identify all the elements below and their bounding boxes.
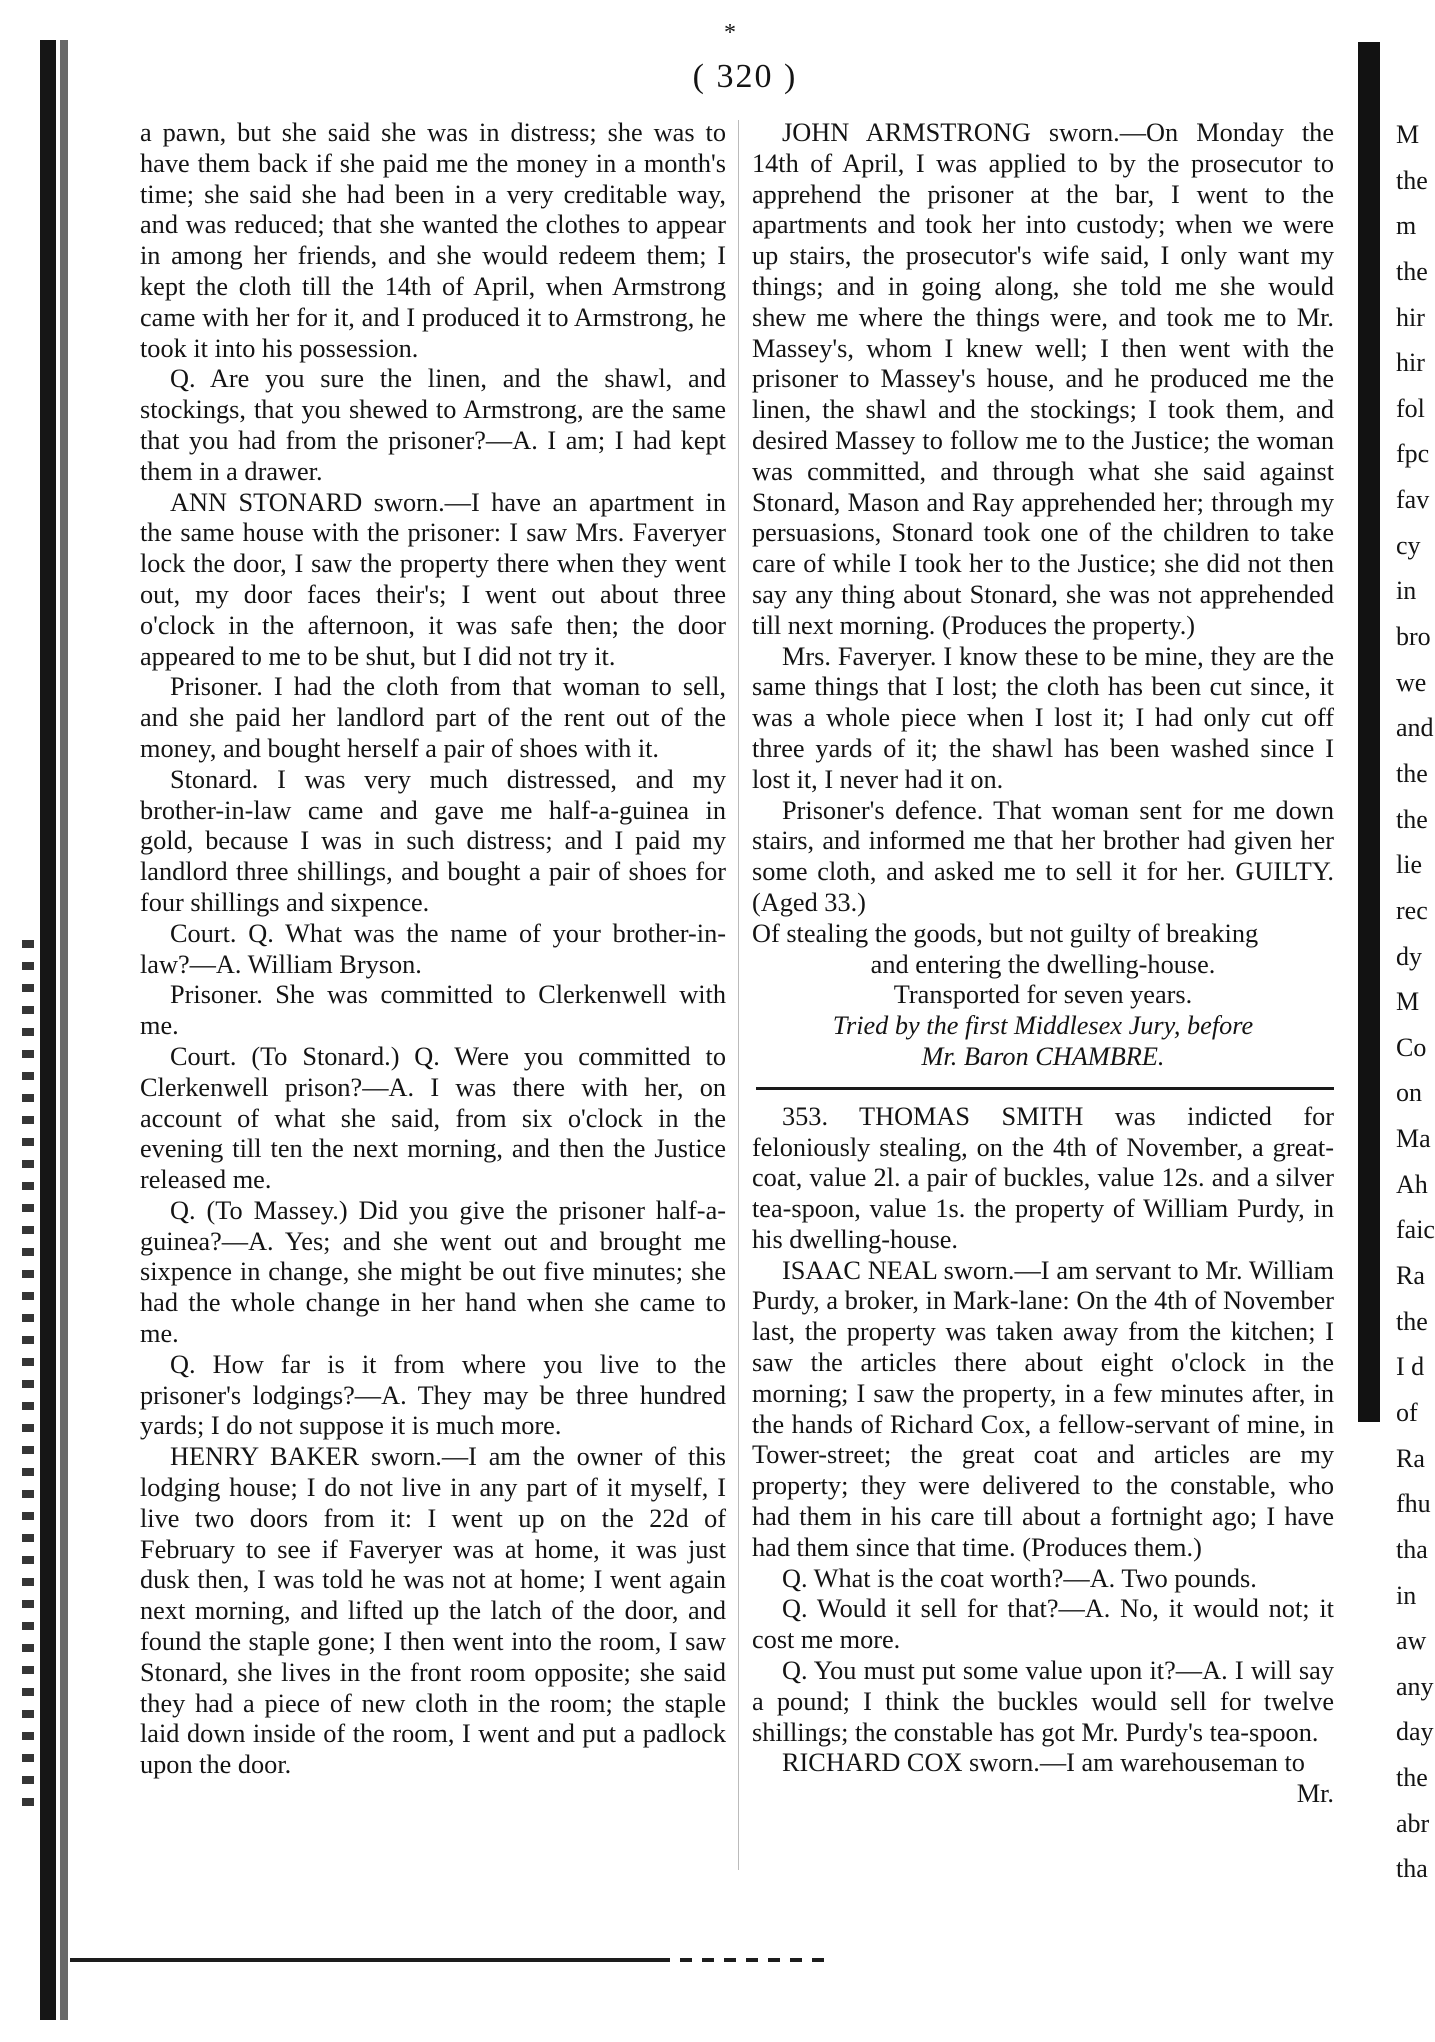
paragraph: 353. THOMAS SMITH was indicted for feloniously stealing, on the 4th of November, a great-coat, value 2l. a pair of buckles, value 12s. and a silver tea-spoon, value 1s. the property of William Purdy, in his dwelling-house. xyxy=(752,1101,1334,1254)
adjacent-fragment: M xyxy=(1396,987,1420,1016)
adjacent-fragment: any xyxy=(1396,1672,1434,1701)
adjacent-fragment: hir xyxy=(1396,348,1425,377)
page-ornament: * xyxy=(724,20,736,46)
paragraph: a pawn, but she said she was in distress; she was to have them back if she paid me the money in a month's time; she said she had been in a very creditable way, and was reduced; that she wanted the clothes to appear in among her friends, and she would redeem them; I kept the cloth till the 14th of April, when Armstrong came with her for it, and I produced it to Armstrong, he took it into his possession. xyxy=(140,118,726,363)
margin-tick-marks xyxy=(22,940,34,1820)
adjacent-fragment: hir xyxy=(1396,303,1425,332)
adjacent-fragment: Ra xyxy=(1396,1261,1425,1290)
adjacent-fragment: and xyxy=(1396,713,1434,742)
jury-line: Tried by the first Middlesex Jury, before xyxy=(832,1011,1254,1041)
sentence: Transported for seven years. xyxy=(893,980,1193,1010)
paragraph: ANN STONARD sworn.—I have an apartment in the same house with the prisoner: I saw Mrs. Faveryer lock the door, I saw the property there when they went out, my door faces their's; I went out about three o'clock in the afternoon, it was safe then; the door appeared to me to be shut, but I did not try it. xyxy=(140,487,726,671)
verdict-line: and entering the dwelling-house. xyxy=(870,949,1216,979)
paragraph: JOHN ARMSTRONG sworn.—On Monday the 14th of April, I was applied to by the prosecutor to apprehend the prisoner at the bar, I went to the apartments and took her into custody; when we were up stairs, the prosecutor's wife said, I only want my things; and in going along, she told me she would shew me where the things were, and took me to Mr. Massey's, whom I knew well; I then went with the prisoner to Massey's house, and he produced me the linen, the shawl and the stockings; I took them, and desired Massey to follow me to the Justice; the woman was committed, and through what she said against Stonard, Mason and Ray apprehended her; through my persuasions, Stonard took one of the children to take care of while I took her to the Justice; she did not then say any thing about Stonard, she was not apprehended till next morning. (Produces the property.) xyxy=(752,118,1334,640)
left-column xyxy=(140,118,726,1781)
right-column xyxy=(752,118,1334,1810)
adjacent-fragment: on xyxy=(1396,1078,1422,1107)
adjacent-fragment: the xyxy=(1396,166,1428,195)
paragraph: Prisoner. She was committed to Clerkenwell with me. xyxy=(140,980,726,1041)
paragraph: Q. How far is it from where you live to the prisoner's lodgings?—A. They may be three hundred yards; I do not suppose it is much more. xyxy=(140,1349,726,1441)
adjacent-fragment: lie xyxy=(1396,850,1422,879)
paragraph: HENRY BAKER sworn.—I am the owner of this lodging house; I do not live in any part of it myself, I live two doors from it: I went up on the 22d of February to see if Faveryer was at home, it was just dusk then, I was told he was not at home; I went again next morning, and lifted up the latch of the door, and found the staple gone; I then went into the room, I saw Stonard, she lives in the front room opposite; she said they had a piece of new cloth in the room; the staple laid down inside of the room, I went and put a padlock upon the door. xyxy=(140,1442,726,1780)
paragraph: ISAAC NEAL sworn.—I am servant to Mr. William Purdy, a broker, in Mark-lane: On the 4th of November last, the property was taken away from the kitchen; I saw the articles there about eight o'clock in the morning; I saw the property, in a few minutes after, in the hands of Richard Cox, a fellow-servant of mine, in Tower-street; the great coat and articles are my property; they were delivered to the constable, who had them in his care till about a fortnight ago; I have had them since that time. (Produces them.) xyxy=(752,1255,1334,1562)
adjacent-fragment: tha xyxy=(1396,1535,1428,1564)
adjacent-fragment: M xyxy=(1396,120,1420,149)
bottom-rule-dashes xyxy=(680,1958,830,1962)
adjacent-fragment: the xyxy=(1396,1307,1428,1336)
adjacent-fragment: day xyxy=(1396,1717,1434,1746)
adjacent-fragment: we xyxy=(1396,668,1427,697)
adjacent-fragment: of xyxy=(1396,1398,1418,1427)
binding-edge xyxy=(40,40,56,2020)
adjacent-fragment: Ma xyxy=(1396,1124,1431,1153)
paragraph: Q. You must put some value upon it?—A. I will say a pound; I think the buckles would sell for twelve shillings; the constable has got Mr. Purdy's tea-spoon. xyxy=(752,1656,1334,1747)
paragraph: Q. Are you sure the linen, and the shawl, and stockings, that you shewed to Armstrong, are the same that you had from the prisoner?—A. I am; I had kept them in a drawer. xyxy=(140,364,726,486)
paragraph: RICHARD COX sworn.—I am warehouseman to xyxy=(782,1748,1305,1778)
adjacent-fragment: the xyxy=(1396,257,1428,286)
adjacent-page-strip xyxy=(1396,120,1435,1920)
adjacent-fragment: the xyxy=(1396,1763,1428,1792)
adjacent-fragment: bro xyxy=(1396,622,1431,651)
paragraph: Q. Would it sell for that?—A. No, it would not; it cost me more. xyxy=(752,1594,1334,1655)
adjacent-fragment: in xyxy=(1396,1581,1417,1610)
paragraph: Prisoner. I had the cloth from that woman to sell, and she paid her landlord part of the rent out of the money, and bought herself a pair of shoes with it. xyxy=(140,672,726,763)
paragraph: Mrs. Faveryer. I know these to be mine, they are the same things that I lost; the cloth has been cut since, it was a whole piece when I lost it; I had only cut off three yards of it; the shawl has been washed since I lost it, I never had it on. xyxy=(752,641,1334,794)
adjacent-fragment: m xyxy=(1396,211,1417,240)
column-separator xyxy=(738,120,739,1870)
verdict-line: Of stealing the goods, but not guilty of breaking xyxy=(752,918,1259,948)
catchword: Mr. xyxy=(1296,1779,1334,1809)
paragraph: Stonard. I was very much distressed, and my brother-in-law came and gave me half-a-guinea in gold, because I was in such distress; and I paid my landlord three shillings, and bought a pair of shoes for four shillings and sixpence. xyxy=(140,764,726,917)
page-number: ( 320 ) xyxy=(692,58,798,95)
judge-line: Mr. Baron CHAMBRE. xyxy=(921,1041,1165,1071)
adjacent-fragment: the xyxy=(1396,805,1428,834)
adjacent-fragment: faic xyxy=(1396,1215,1435,1244)
adjacent-fragment: cy xyxy=(1396,531,1421,560)
adjacent-fragment: Ah xyxy=(1396,1170,1428,1199)
case-divider xyxy=(756,1087,1334,1090)
paragraph: Prisoner's defence. That woman sent for me down stairs, and informed me that her brother had given her some cloth, and asked me to sell it for her. GUILTY. (Aged 33.) xyxy=(752,795,1334,917)
bottom-rule xyxy=(70,1958,670,1962)
adjacent-fragment: the xyxy=(1396,759,1428,788)
adjacent-fragment: aw xyxy=(1396,1626,1427,1655)
adjacent-fragment: fol xyxy=(1396,394,1425,423)
adjacent-fragment: fav xyxy=(1396,485,1430,514)
adjacent-fragment: abr xyxy=(1396,1809,1430,1838)
paragraph: Q. What is the coat worth?—A. Two pounds. xyxy=(782,1563,1257,1593)
adjacent-fragment: fpc xyxy=(1396,439,1430,468)
adjacent-fragment: Ra xyxy=(1396,1444,1425,1473)
adjacent-fragment: fhu xyxy=(1396,1489,1431,1518)
adjacent-fragment: I d xyxy=(1396,1352,1425,1381)
adjacent-fragment: rec xyxy=(1396,896,1428,925)
binding-shadow xyxy=(60,40,68,2020)
gutter-shadow xyxy=(1358,42,1380,1422)
adjacent-fragment: in xyxy=(1396,576,1417,605)
adjacent-fragment: dy xyxy=(1396,942,1422,971)
adjacent-fragment: Co xyxy=(1396,1033,1427,1062)
adjacent-fragment: tha xyxy=(1396,1854,1428,1883)
paragraph: Court. Q. What was the name of your brother-in-law?—A. William Bryson. xyxy=(140,918,726,979)
paragraph: Court. (To Stonard.) Q. Were you committed to Clerkenwell prison?—A. I was there with her, on account of what she said, from six o'clock in the evening till ten the next morning, and then the Justice released me. xyxy=(140,1041,726,1195)
paragraph: Q. (To Massey.) Did you give the prisoner half-a-guinea?—A. Yes; and she went out and brought me sixpence in change, she might be out five minutes; she had the whole change in her hand when she came to me. xyxy=(140,1195,726,1349)
